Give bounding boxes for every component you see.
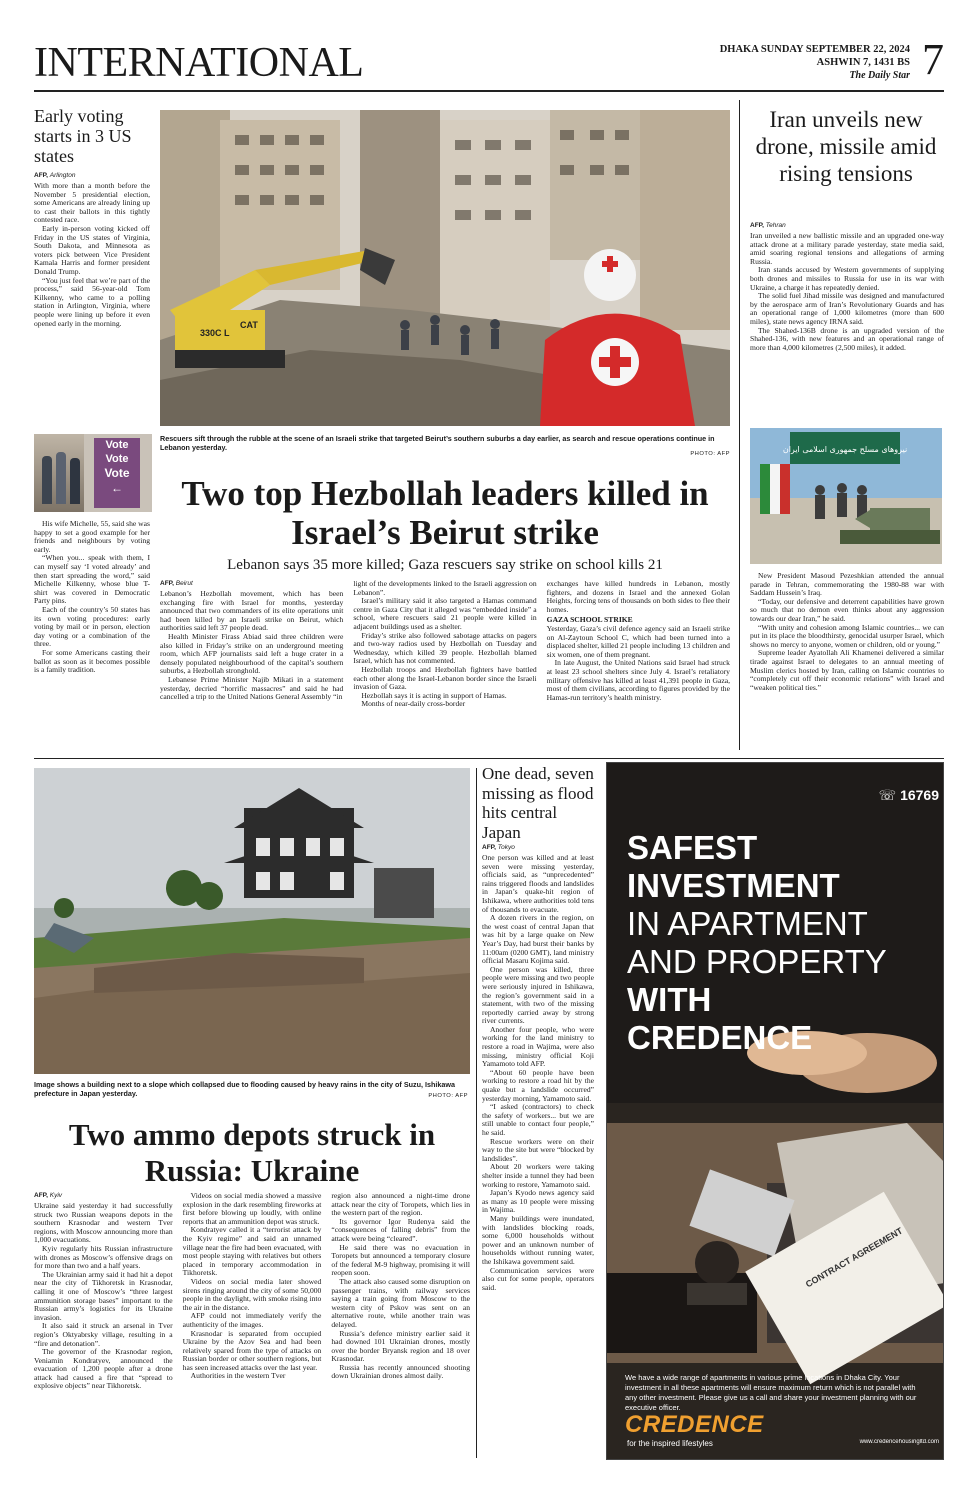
iran-parade-photo xyxy=(750,428,942,564)
paragraph: Months of near-daily cross-border xyxy=(361,699,466,709)
paragraph: The governor of the Krasnodar region, Veniamin Kondratyev, announced the evacuation of 1,200 people after a drone attack had caused a fire that “spread to explosive objects” near Tikhoretsk. xyxy=(34,1347,173,1391)
paragraph: Rescue workers were on their way to the site but were “blocked by landslides”. xyxy=(482,1136,594,1163)
paragraph: Lebanese Prime Minister Najib Mikati in a statement yesterday, decried “horrific massacres” and said he had cancelled a trip to the United Nations General Assembly “in xyxy=(160,674,344,702)
byline-agency: AFP, xyxy=(160,580,174,587)
voting-photo xyxy=(34,434,152,512)
russia-body xyxy=(34,1192,470,1460)
paragraph: Many buildings were inundated, with landslides blocking roads, some 6,000 households without power and an unknown number of households without running water, the Ishikawa government said. xyxy=(482,1213,594,1266)
paragraph: Israel’s military said it also targeted a Hamas command centre in Gaza City that it alleged was “embedded inside” a school, where rescuers said 21 people were killed in adjacent buildings used as a shelter. xyxy=(353,596,537,631)
banner-text: نیروهای مسلح جمهوری اسلامی ایران xyxy=(782,445,908,454)
bangla-date: ASHWIN 7, 1431 BS xyxy=(816,57,910,68)
japan-byline xyxy=(482,844,594,851)
beirut-photo-credit: PHOTO: AFP xyxy=(690,451,730,457)
ad-line-1: SAFEST xyxy=(627,829,758,866)
paragraph: Lebanon’s Hezbollah movement, which has been exchanging fire with Israel for months, yesterday announced that two commanders of its elite operations unit had been killed by an Israeli strike on Beirut, which authorities said left 37 people dead. xyxy=(160,589,344,633)
paragraph: Hezbollah troops and Hezbollah fighters have battled each other along the Israel-Lebanon border since the Israeli invasion of Gaza. xyxy=(353,664,537,692)
beirut-scene-illustration xyxy=(160,110,730,426)
byline-agency: AFP, xyxy=(750,222,764,229)
ad-headline xyxy=(627,829,927,1057)
subheading: GAZA SCHOOL STRIKE xyxy=(546,615,633,625)
byline-agency: AFP, xyxy=(34,172,48,179)
arrow-left-icon: ← xyxy=(111,481,123,495)
paper-logo: The Daily Star xyxy=(849,70,910,81)
japan-flood-photo xyxy=(34,768,470,1074)
paragraph: Videos on social media later showed sirens ringing around the city of some 50,000 people in the daylight, with smoke rising into the air in the distance. xyxy=(182,1276,322,1312)
paragraph: The attack also caused some disruption on passenger trains, with railway services saying a train going from Moscow to the western city of Pskov was sent on an alternative route, while another train was delayed. xyxy=(331,1276,470,1329)
paragraph: Kondratyev called it a “terrorist attack by the Kyiv regime” and said an unnamed village near the fire had been evacuated, with most people staying with relatives but others placed in temporary accommodation in Tikhoretsk. xyxy=(182,1225,322,1278)
russia-col-1 xyxy=(34,1192,173,1391)
hotline-number: 16769 xyxy=(900,787,939,803)
paragraph: Japan’s Kyodo news agency said as many as 10 people were missing in Wajima. xyxy=(482,1188,594,1215)
paragraph: Russia has recently announced shooting down Ukrainian drones almost daily. xyxy=(331,1362,470,1381)
paragraph: It also said it struck an arsenal in Tver region’s Oktyabrsky village, resulting in a “fire and detonation”. xyxy=(34,1321,173,1348)
vote-sign-text: Vote xyxy=(104,466,130,480)
section-title: INTERNATIONAL xyxy=(34,40,364,86)
paragraph: region also announced a night-time drone attack near the city of Toropets, which lies in the western part of the region. xyxy=(331,1192,470,1218)
paragraph: Health Minister Firass Abiad said three children were also killed in Friday’s strike on an underground meeting room, which AFP journalists said left a huge crater in a densely populated neighbourhood of the capital’s southern suburbs, a Hezbollah stronghold. xyxy=(160,631,344,676)
paragraph: Videos on social media showed a massive explosion in the dark resembling fireworks at first before blowing up loudly, with online reports that an ammunition depot was struck. xyxy=(182,1192,322,1226)
hezbollah-subhead: Lebanon says 35 more killed; Gaza rescuers say strike on school kills 21 xyxy=(227,557,663,573)
hezbollah-body xyxy=(160,580,730,755)
paragraph: “About 60 people have been working to restore a road hit by the quake but a landslide occurred” yesterday morning, Yamamoto said. xyxy=(482,1067,594,1103)
masthead-rule xyxy=(34,90,944,92)
paragraph: light of the developments linked to the Israeli aggression on Lebanon”. xyxy=(353,580,537,597)
paragraph: “You just feel that we’re part of the process,” said 56-year-old Tom Kilkenny, who came to a polling station in Arlington, Virginia, where people were lining up before it even opened early in the morning. xyxy=(34,275,150,328)
contract-document-label: CONTRACT AGREEMENT xyxy=(803,1225,905,1290)
paragraph: “When you... speak with them, I can myself say ‘I voted already’ and then start spreading the word,” said Michelle Kilkenny, whose blue T-shirt was covered in Democratic Party pins. xyxy=(34,553,150,606)
hezbollah-col-3 xyxy=(547,580,730,709)
byline-place: Tokyo xyxy=(497,844,515,851)
credence-advertisement[interactable] xyxy=(606,762,944,1460)
paragraph: Ukraine said yesterday it had successfully struck two Russian weapons depots in the southern Krasnodar and western Tver regions, with Moscow announcing more than 1,000 evacuations. xyxy=(34,1201,173,1245)
iran-column-rule xyxy=(739,100,740,750)
iran-headline: Iran unveils new drone, missile amid rising tensions xyxy=(755,107,937,186)
iran-body-top xyxy=(750,222,944,420)
paragraph: Kyiv regularly hits Russian infrastructure with drones as Moscow’s offensive drags on for more than two and a half years. xyxy=(34,1243,173,1271)
russia-byline xyxy=(34,1192,173,1199)
byline-place: Beirut xyxy=(175,580,193,587)
paragraph: The Shahed-136B drone is an upgraded version of the Shahed-136, with new features and an operational range of more than 4,000 kilometres (2,500 miles), it added. xyxy=(750,325,944,352)
early-voting-body-top xyxy=(34,172,150,428)
beirut-photo-caption: Rescuers sift through the rubble at the scene of an Israeli strike that targeted Beirut’s southern suburbs a day earlier, as search and rescue operations continue in Lebanon yesterday. xyxy=(160,434,715,452)
iran-parade-illustration xyxy=(750,428,942,564)
paragraph: Friday’s strike also followed sabotage attacks on pagers and two-way radios used by Hezbollah on Tuesday and Wednesday, which killed 39 people. Hezbollah blamed Israel, which has not commented. xyxy=(353,630,537,666)
paragraph: One person was killed, three people were missing and two people were seriously injured in Ishikawa, the region’s government said in a statement, with two of the missing reportedly carried away by strong river currents. xyxy=(482,964,594,1026)
paragraph: The Ukrainian army said it had hit a depot near the city of Tikhoretsk in Krasnodar, calling it one of Moscow’s “three largest ammunition storage bases” important to the Russian army’s logistics for its Ukraine invasion. xyxy=(34,1269,173,1322)
paragraph: One person was killed and at least seven were missing yesterday, officials said, as “unprecedented” rains triggered floods and landslides in Japan’s quake-hit region of Ishikawa, where authorities told tens of thousands to evacuate. xyxy=(482,853,594,914)
byline-place: Kyiv xyxy=(49,1192,63,1199)
japan-photo-caption: Image shows a building next to a slope which collapsed due to flooding caused by heavy rains in the city of Suzu, Ishikawa prefecture in Japan yesterday. xyxy=(34,1080,455,1098)
byline-place: Arlington xyxy=(49,172,76,179)
hezbollah-headline: Two top Hezbollah leaders killed in Israel’s Beirut strike xyxy=(181,474,709,552)
excavator-brand: CAT xyxy=(240,320,258,330)
paragraph: Another four people, who were working for the land ministry to restore a road in Wajima, were also missing, ministry official Koji Yamamoto told AFP. xyxy=(482,1024,594,1069)
japan-scene-illustration xyxy=(34,768,470,1074)
paragraph: He said there was no evacuation in Toropets but announced a temporary closure of the federal M-9 highway, promising it will reopen soon. xyxy=(331,1242,470,1278)
paragraph: Iran unveiled a new ballistic missile and an upgraded one-way attack drone at a military parade yesterday, state media said, amid soaring regional tensions and allegations of arming Russia. xyxy=(750,231,944,266)
paragraph: AFP could not immediately verify the authenticity of the images. xyxy=(182,1311,322,1329)
paragraph: “I asked (contractors) to check the safety of workers... but we are still unable to contact four people,” he said. xyxy=(482,1102,594,1137)
paragraph: Hezbollah says it is acting in support of Hamas. xyxy=(361,690,507,700)
paragraph: Iran stands accused by Western governments of supplying both drones and missiles to Russia for use in its war with Ukraine, a charge it has repeatedly denied. xyxy=(750,265,944,292)
paragraph: “Today, our defensive and deterrent capabilities have grown so much that no demon even thinks about any aggression towards our dear Iran,” he said. xyxy=(750,596,944,623)
ad-line-5: WITH xyxy=(627,981,712,1018)
japan-column-rule xyxy=(476,768,477,1458)
ad-line-3: IN APARTMENT xyxy=(627,905,868,942)
hezbollah-byline xyxy=(160,580,343,587)
ad-line-6: CREDENCE xyxy=(627,1019,813,1056)
paragraph: “With unity and cohesion among Islamic countries... we can put in its place the bloodthirsty, genocidal usurper Israel, which shows no mercy to anyone, women or children, old or young.” xyxy=(750,622,944,649)
credence-website[interactable]: www.credencehousingltd.com xyxy=(859,1439,939,1445)
paragraph: About 20 workers were taking shelter inside a tunnel they had been working to restore, Yamamoto said. xyxy=(482,1162,594,1189)
paragraph: Its governor Igor Rudenya said the “consequences of falling debris” from the attack were being “cleared”. xyxy=(331,1216,470,1243)
early-voting-byline xyxy=(34,172,150,179)
russia-col-2 xyxy=(183,1192,322,1391)
russia-col-3 xyxy=(331,1192,470,1391)
japan-photo-credit: PHOTO: AFP xyxy=(428,1093,468,1099)
paragraph: For some Americans casting their ballot as soon as it becomes possible is a family tradition. xyxy=(34,647,150,675)
mid-page-rule xyxy=(34,758,944,759)
vote-sign-text: Vote xyxy=(105,439,129,451)
credence-tagline: for the inspired lifestyles xyxy=(627,1439,713,1448)
paragraph: Krasnodar is separated from occupied Ukraine by the Azov Sea and had been relatively spared from the type of attacks on Russian border or other southern regions, but has seen increased attacks over the last year. xyxy=(182,1328,322,1372)
ad-body-text: We have a wide range of apartments in various prime locations in Dhaka City. Your investment in all these apartments will ensure maximum return which is not parallel with any other investment. Please give us a call and share your investment planning with our executive officer. xyxy=(625,1373,917,1412)
page-number: 7 xyxy=(922,36,944,84)
paragraph: Authorities in the western Tver xyxy=(190,1371,286,1381)
hezbollah-col-1 xyxy=(160,580,343,709)
hezbollah-col-2 xyxy=(353,580,536,709)
ad-line-4: AND PROPERTY xyxy=(627,943,887,980)
excavator-label: 330C L xyxy=(200,328,230,338)
hotline[interactable] xyxy=(857,787,939,804)
paragraph: Communication services were also cut for some people, operators said. xyxy=(482,1265,594,1292)
paragraph: In late August, the United Nations said Israel had struck at least 23 school shelters since July 4. Israel’s retaliatory military offensive has killed at least 41,391 people in Gaza, most of them civilians, according to figures provided by the Hamas-run territory’s health ministry. xyxy=(546,658,730,702)
paragraph: Supreme leader Ayatollah Ali Khamenei delivered a similar tirade against Israel to delegates to an annual meeting of Muslim clerics hosted by Iran, calling on Islamic countries to “completely cut off their economic relations” with Israel and “weaken political ties.” xyxy=(750,648,944,692)
iran-body-bottom xyxy=(750,572,944,754)
paragraph: exchanges have killed hundreds in Lebanon, mostly fighters, and dozens in Israel and the annexed Golan Heights, forcing tens of thousands on both sides to flee their homes. xyxy=(546,580,730,614)
byline-agency: AFP, xyxy=(482,844,496,851)
japan-body xyxy=(482,844,594,1456)
paragraph: Russia’s defence ministry earlier said it had downed 101 Ukrainian drones, mostly over the border Bryansk region and 18 over Krasnodar. xyxy=(331,1328,470,1364)
paragraph: With more than a month before the November 5 presidential election, some Americans are already lining up to cast their ballots in this tightly contested race. xyxy=(34,181,150,225)
paragraph: New President Masoud Pezeshkian attended the annual parade in Tehran, commemorating the 1980-88 war with Saddam Hussein’s Iraq. xyxy=(750,572,944,598)
paragraph: His wife Michelle, 55, said she was happy to set a good example for her friends and neighbours by voting early. xyxy=(34,520,150,554)
early-voting-headline: Early voting starts in 3 US states xyxy=(34,106,132,166)
credence-logo[interactable]: CREDENCE xyxy=(625,1411,764,1438)
beirut-rescue-photo xyxy=(160,110,730,426)
paragraph: Each of the country’s 50 states has its own voting procedures: early voting by mail or in person, election day voting or a combination of the three. xyxy=(34,604,150,649)
paragraph: A dozen rivers in the region, on the west coast of central Japan that was hit by a large quake on New Year’s Day, had burst their banks by 11:00am (0200 GMT), land ministry official Masaru Kojima said. xyxy=(482,913,594,966)
russia-headline: Two ammo depots struck in Russia: Ukraine xyxy=(68,1117,436,1188)
early-voting-body-bottom xyxy=(34,520,150,755)
dateline: DHAKA SUNDAY SEPTEMBER 22, 2024 xyxy=(719,44,910,55)
paragraph: Early in-person voting kicked off Friday in the US states of Virginia, South Dakota, and Minnesota as voters pick between Vice President Kamala Harris and former president Donald Trump. xyxy=(34,223,150,276)
paragraph: The solid fuel Jihad missile was designed and manufactured by the aerospace arm of Iran’s Revolutionary Guards and has an operational range of 1,000 kilometres (more than 600 miles), state news agency IRNA said. xyxy=(750,291,944,326)
ad-line-2: INVESTMENT xyxy=(627,867,840,904)
byline-agency: AFP, xyxy=(34,1192,48,1199)
phone-icon: ☏ xyxy=(878,787,897,803)
japan-headline: One dead, seven missing as flood hits central Japan xyxy=(482,764,594,842)
paragraph: Yesterday, Gaza’s civil defence agency said an Israeli strike on Al-Zaytoun School C, which had been turned into a displaced shelter, killed 21 people including 13 children and six women, one of them pregnant. xyxy=(546,623,730,659)
byline-place: Tehran xyxy=(765,222,786,229)
vote-sign-text: Vote xyxy=(105,453,129,465)
iran-byline xyxy=(750,222,944,229)
